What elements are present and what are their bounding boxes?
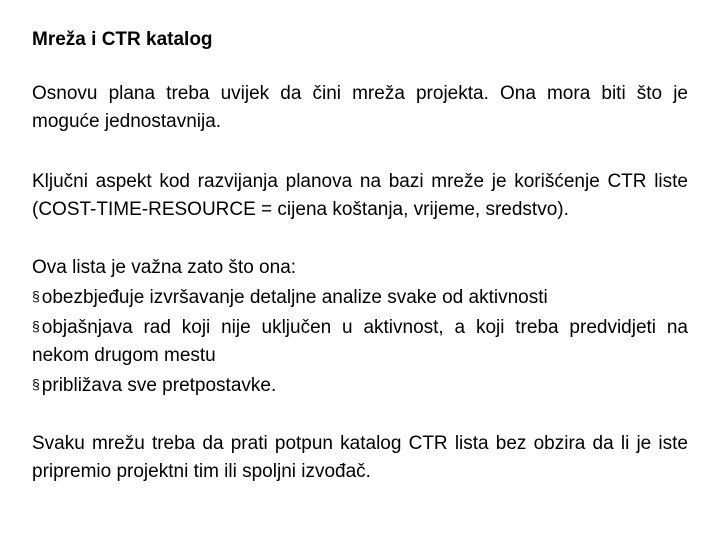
- paragraph-ctr-list: Ključni aspekt kod razvijanja planova na bazi mreže je korišćenje CTR liste (COST-TIME-RESOURCE = cijena koštanja, vrijeme, sredstvo).: [32, 171, 688, 220]
- list-item-text: približava sve pretpostavke.: [41, 375, 277, 396]
- bullet-icon: §: [32, 288, 40, 304]
- slide-title: Mreža i CTR katalog: [32, 29, 213, 50]
- list-section: [32, 254, 688, 400]
- bullet-icon: §: [32, 318, 40, 334]
- list-item-text: objašnjava rad koji nije uključen u aktivnost, a koji treba predvidjeti na nekom drugom mestu: [32, 317, 688, 366]
- paragraph-network-basis: Osnovu plana treba uvijek da čini mreža projekta. Ona mora biti što je moguće jednostavnija.: [32, 83, 688, 132]
- list-item: [32, 370, 688, 400]
- list-item-text: obezbjeđuje izvršavanje detaljne analize svake od aktivnosti: [41, 287, 548, 308]
- list-item: [32, 282, 688, 312]
- slide-content: [32, 26, 688, 514]
- list-item: [32, 312, 688, 370]
- bullet-icon: §: [32, 376, 40, 392]
- paragraph-ctr-catalog: Svaku mrežu treba da prati potpun katalog CTR lista bez obzira da li je iste pripremio projektni tim ili spoljni izvođač.: [32, 433, 688, 482]
- list-intro: Ova lista je važna zato što ona:: [32, 257, 297, 278]
